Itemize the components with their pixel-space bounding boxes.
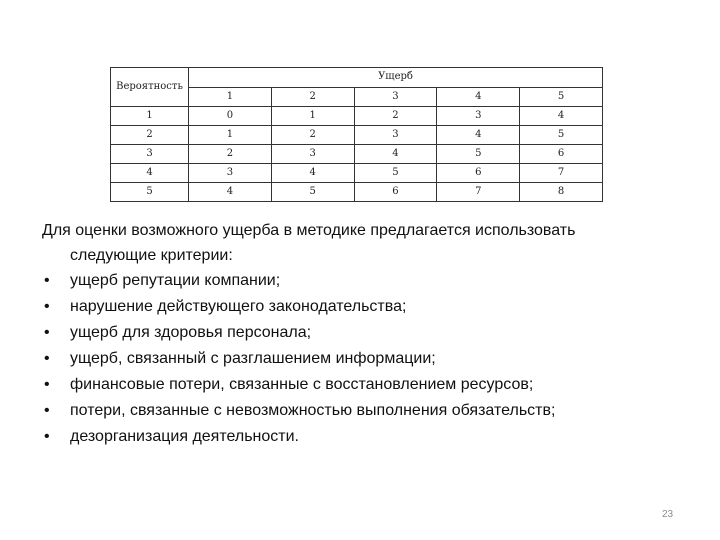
probability-cell: 3 [111,145,189,164]
risk-cell: 5 [271,183,354,202]
risk-cell: 5 [354,164,437,183]
table-row [111,183,603,202]
risk-cell: 1 [271,107,354,126]
bullet-icon: • [44,376,50,393]
risk-cell: 3 [189,164,272,183]
list-item [42,372,682,398]
intro-line-1: Для оценки возможного ущерба в методике предлагается использовать [42,222,576,239]
risk-cell: 3 [271,145,354,164]
criteria-text-block [42,218,682,450]
damage-level: 3 [354,87,437,107]
risk-cell: 4 [189,183,272,202]
risk-cell: 8 [520,183,603,202]
bullet-icon: • [44,298,50,315]
criterion-text: дезорганизация деятельности. [70,428,299,445]
list-item [42,424,682,450]
probability-cell: 5 [111,183,189,202]
probability-cell: 4 [111,164,189,183]
table-row [111,126,603,145]
list-item [42,294,682,320]
list-item [42,320,682,346]
probability-header: Вероятность [111,68,189,107]
bullet-icon: • [44,402,50,419]
damage-level: 2 [271,87,354,107]
table-header-row [111,68,603,88]
intro-line-2: следующие критерии: [70,247,233,264]
risk-cell: 6 [520,145,603,164]
risk-cell: 5 [520,126,603,145]
criterion-text: ущерб репутации компании; [70,272,281,289]
table-row [111,145,603,164]
page-number: 23 [662,509,674,520]
risk-cell: 1 [189,126,272,145]
risk-cell: 6 [437,164,520,183]
risk-cell: 2 [354,107,437,126]
damage-level: 5 [520,87,603,107]
list-item [42,346,682,372]
criterion-text: финансовые потери, связанные с восстановлением ресурсов; [70,376,534,393]
intro-paragraph [42,218,682,268]
risk-cell: 4 [520,107,603,126]
bullet-icon: • [44,350,50,367]
risk-cell: 5 [437,145,520,164]
criterion-text: ущерб для здоровья персонала; [70,324,312,341]
risk-table [110,67,603,202]
criterion-text: ущерб, связанный с разглашением информации; [70,350,436,367]
criterion-text: потери, связанные с невозможностью выполнения обязательств; [70,402,556,419]
risk-cell: 0 [189,107,272,126]
damage-level: 1 [189,87,272,107]
table-row [111,107,603,126]
risk-cell: 4 [437,126,520,145]
list-item [42,268,682,294]
risk-cell: 2 [271,126,354,145]
table-row [111,164,603,183]
bullet-icon: • [44,272,50,289]
risk-cell: 2 [189,145,272,164]
risk-cell: 3 [437,107,520,126]
risk-cell: 4 [354,145,437,164]
damage-header: Ущерб [189,68,603,88]
bullet-icon: • [44,428,50,445]
bullet-icon: • [44,324,50,341]
criteria-list [42,268,682,450]
criterion-text: нарушение действующего законодательства; [70,298,407,315]
risk-cell: 6 [354,183,437,202]
probability-cell: 2 [111,126,189,145]
risk-cell: 7 [520,164,603,183]
risk-cell: 4 [271,164,354,183]
risk-cell: 3 [354,126,437,145]
damage-level: 4 [437,87,520,107]
risk-cell: 7 [437,183,520,202]
list-item [42,398,682,424]
probability-cell: 1 [111,107,189,126]
